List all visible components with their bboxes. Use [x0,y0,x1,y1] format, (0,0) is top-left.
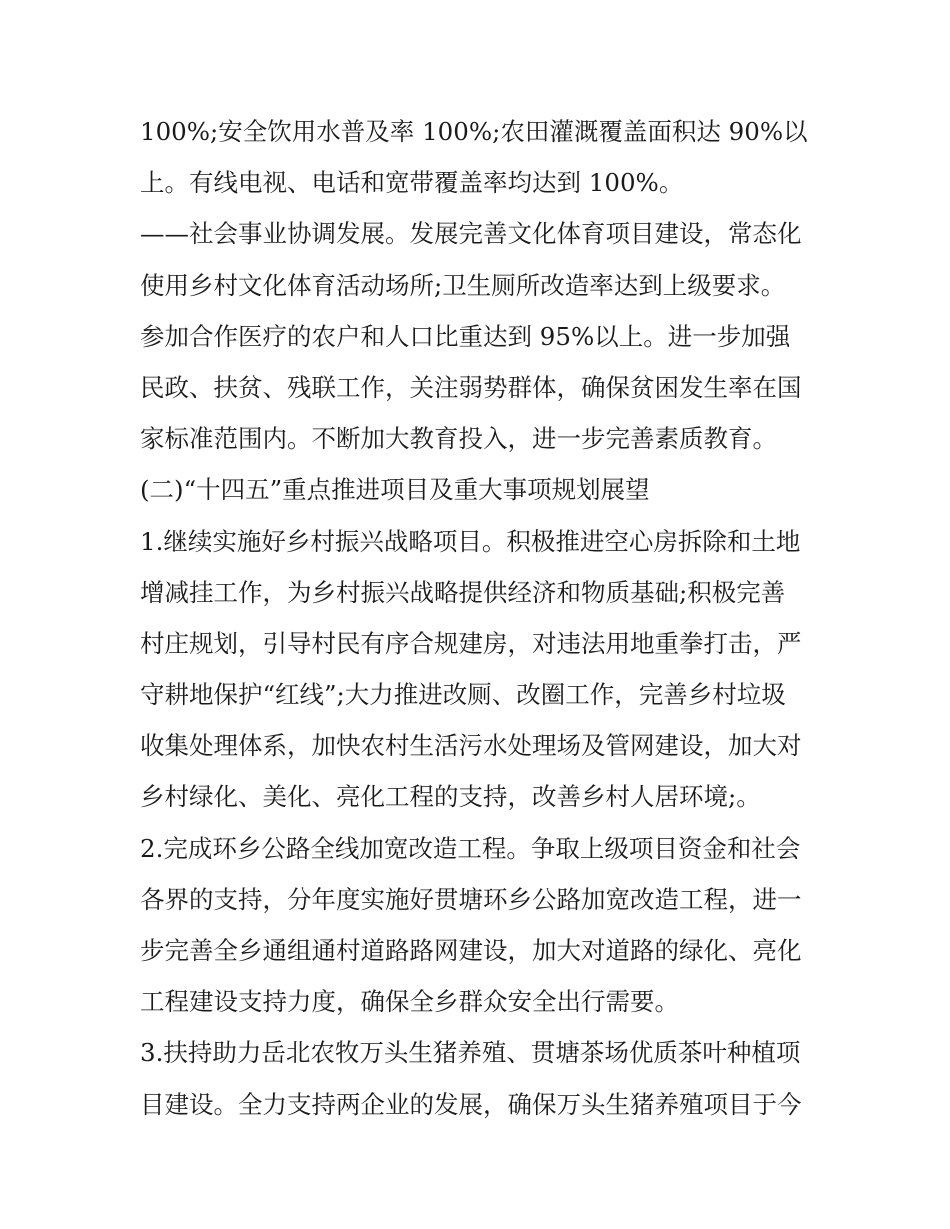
text-line: 家标准范围内。不断加大教育投入，进一步完善素质教育。 [140,424,777,454]
text-line: 1.继续实施好乡村振兴战略项目。积极推进空心房拆除和土地 [140,526,801,556]
text-line: 增减挂工作，为乡村振兴战略提供经济和物质基础;积极完善 [140,577,786,607]
text-line: 参加合作医疗的农户和人口比重达到 95%以上。进一步加强 [140,321,791,351]
text-line: 目建设。全力支持两企业的发展，确保万头生猪养殖项目于今 [140,1089,802,1119]
text-line: 民政、扶贫、残联工作，关注弱势群体，确保贫困发生率在国 [140,372,802,402]
text-line: 村庄规划，引导村民有序合规建房，对违法用地重拳打击，严 [140,628,802,658]
body-text [140,106,830,1130]
section-heading: (二)“十四五”重点推进项目及重大事项规划展望 [140,475,650,505]
text-line: 各界的支持，分年度实施好贯塘环乡公路加宽改造工程，进一 [140,884,802,914]
text-line: 步完善全乡通组通村道路路网建设，加大对道路的绿化、亮化 [140,936,802,965]
text-line: 上。有线电视、电话和宽带覆盖率均达到 100%。 [140,168,684,198]
text-line: 使用乡村文化体育活动场所;卫生厕所改造率达到上级要求。 [140,270,786,300]
text-line: 100%;安全饮用水普及率 100%;农田灌溉覆盖面积达 90%以 [140,117,808,146]
text-line: 2.完成环乡公路全线加宽改造工程。争取上级项目资金和社会 [140,833,801,863]
text-line: 乡村绿化、美化、亮化工程的支持，改善乡村人居环境;。 [140,782,761,812]
text-line: 工程建设支持力度，确保全乡群众安全出行需要。 [140,987,679,1017]
text-line: 3.扶持助力岳北农牧万头生猪养殖、贯塘茶场优质茶叶种植项 [140,1038,801,1068]
text-line: ——社会事业协调发展。发展完善文化体育项目建设，常态化 [140,219,802,249]
text-line: 收集处理体系，加快农村生活污水处理场及管网建设，加大对 [140,731,802,761]
text-line: 守耕地保护“红线”;大力推进改厕、改圈工作，完善乡村垃圾 [140,680,786,710]
